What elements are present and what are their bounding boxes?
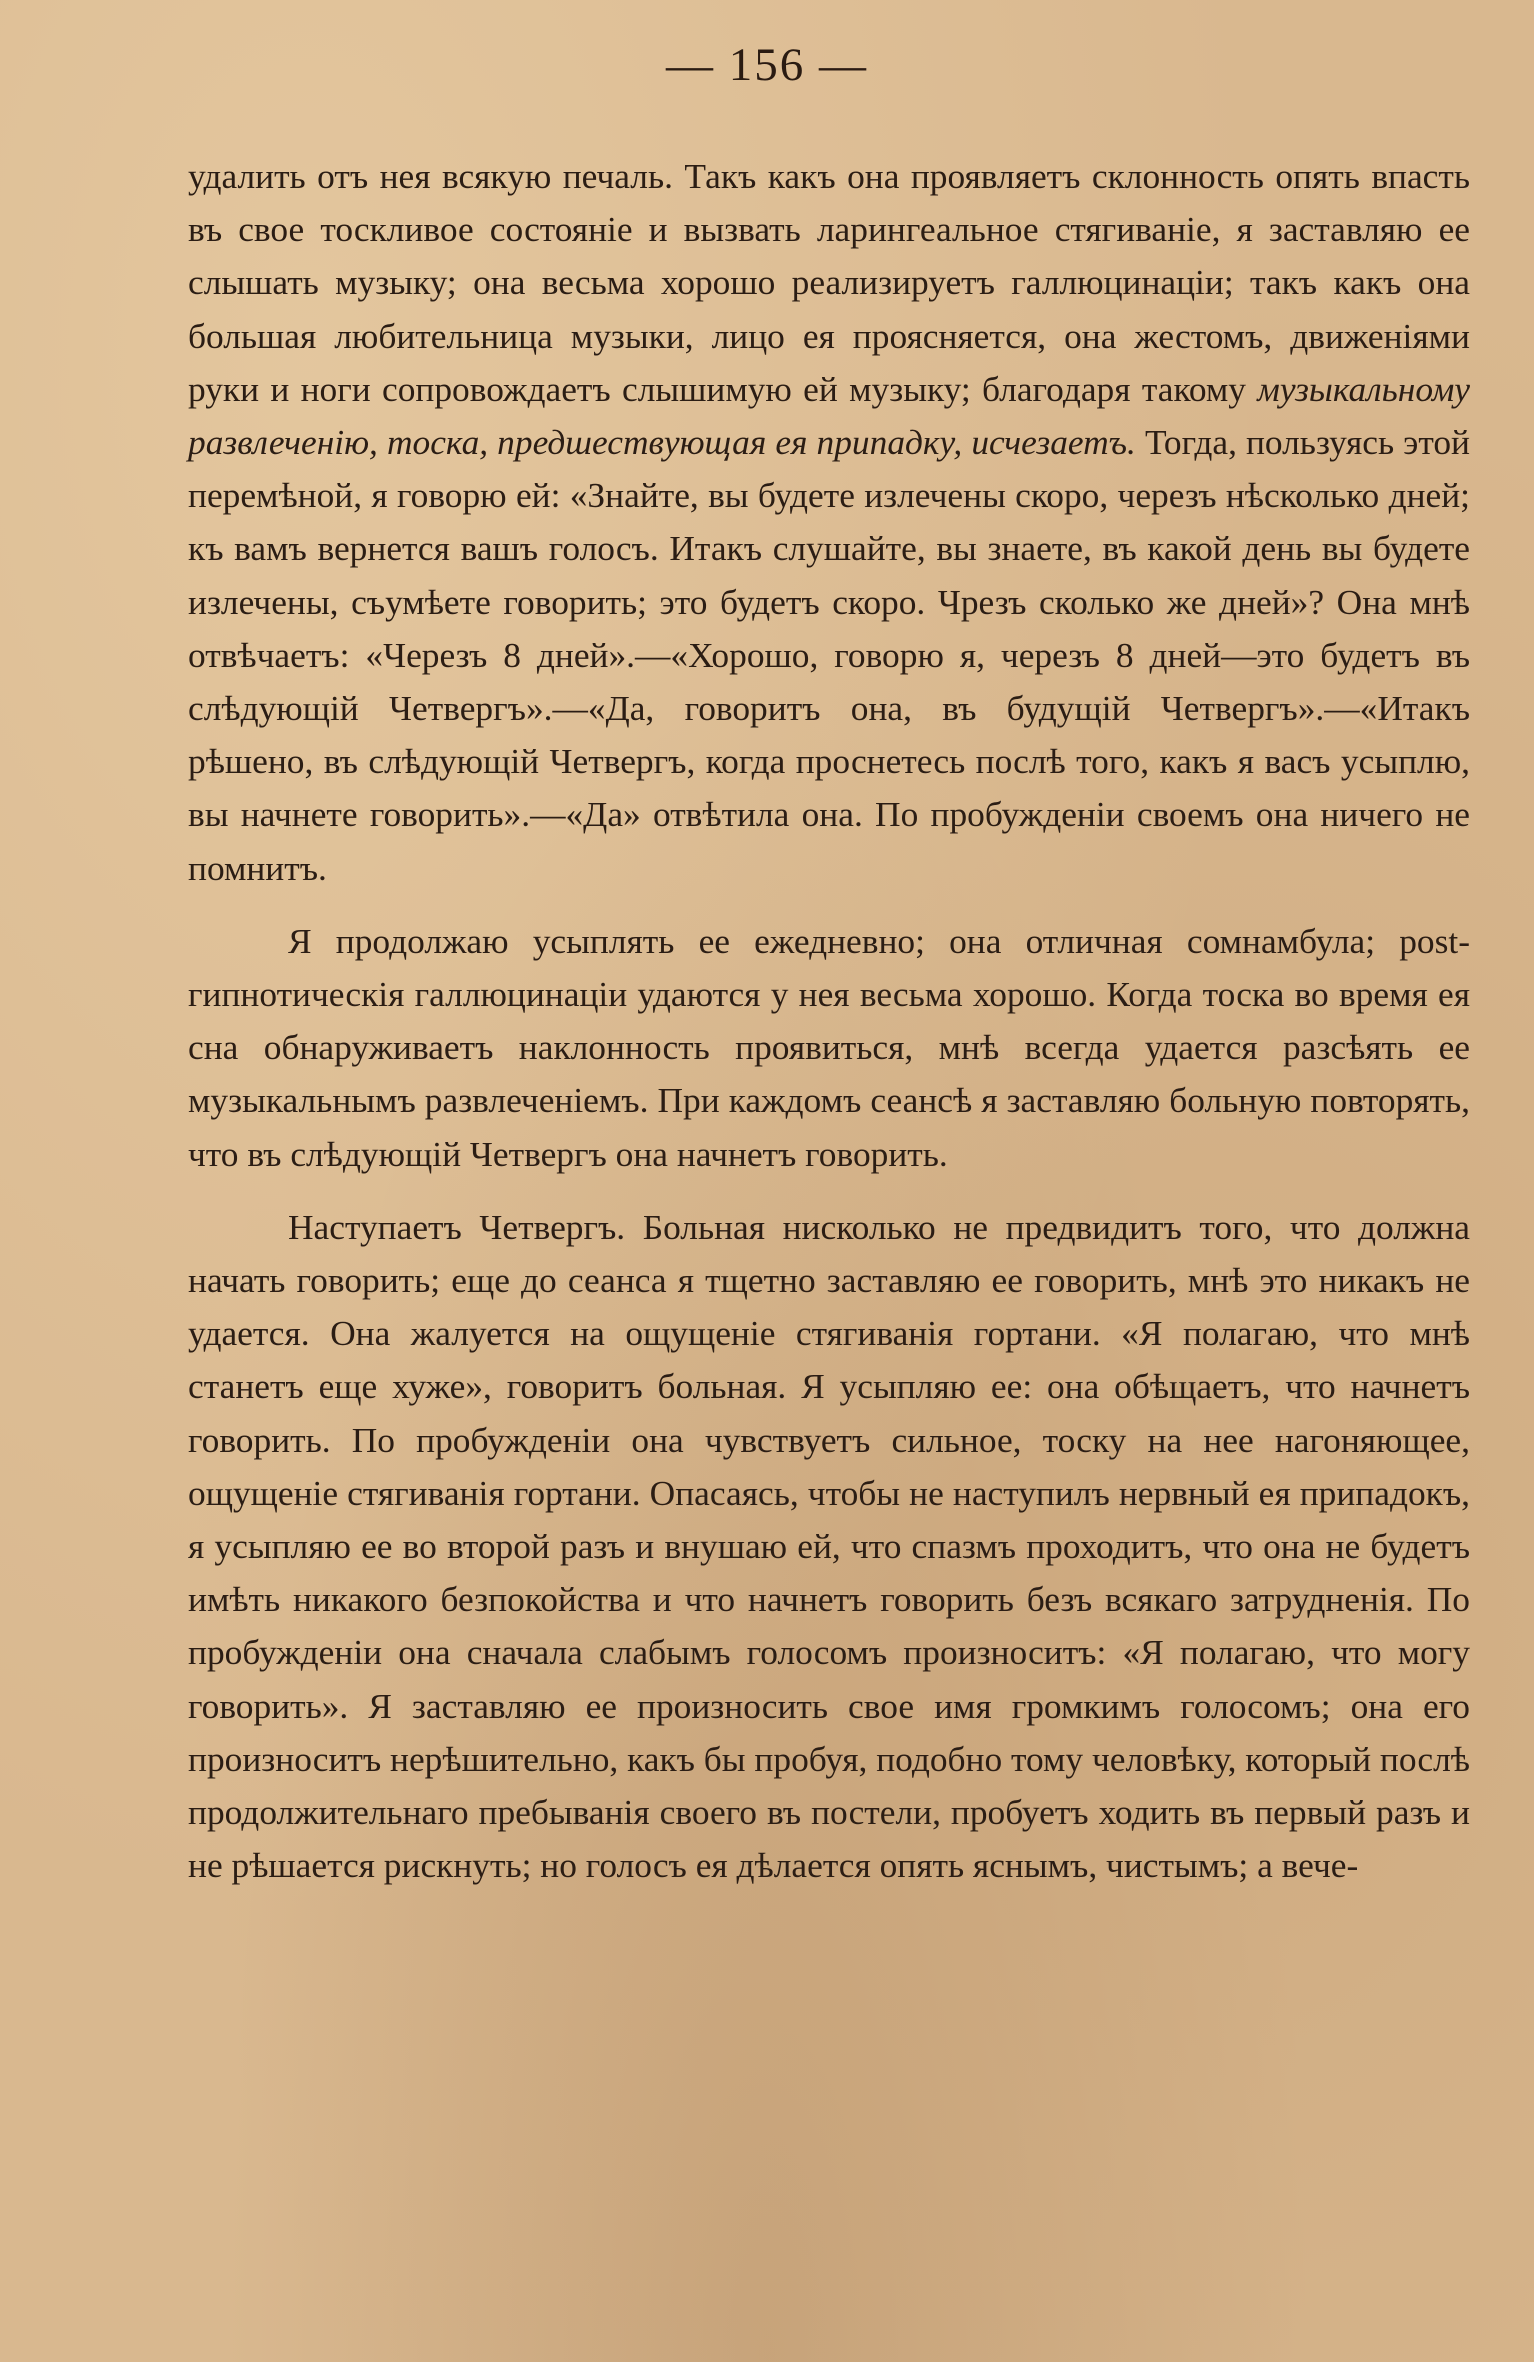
paragraph-text: удалить отъ нея всякую печаль. Такъ какъ она проявляетъ склонность опять впасть въ свое тоскливое состояніе и вызвать ларингеальное стягиваніе, я заставляю ее слышать музыку; она весьма хорошо реализируетъ галлюцинаціи; такъ какъ она большая любительница музыки, лицо ея проясняется, она жестомъ, движеніями руки и ноги сопровождаетъ слышимую ей музыку; благодаря такому [188, 156, 1470, 409]
paragraph-1 [188, 150, 1470, 895]
paragraph-2 [188, 915, 1470, 1181]
page-number: — 156 — [666, 39, 868, 91]
body-text [188, 150, 1470, 1893]
paragraph-text: Тогда, пользуясь этой перемѣной, я говорю ей: «Знайте, вы будете излечены скоро, черезъ нѣсколько дней; къ вамъ вернется вашъ голосъ. Итакъ слушайте, вы знаете, въ какой день вы будете излечены, съумѣете говорить; это будетъ скоро. Чрезъ сколько же дней»? Она мнѣ отвѣчаетъ: «Черезъ 8 дней».—«Хорошо, говорю я, черезъ 8 дней—это будетъ въ слѣдующій Четвергъ».—«Да, говоритъ она, въ будущій Четвергъ».—«Итакъ рѣшено, въ слѣдующій Четвергъ, когда проснетесь послѣ того, какъ я васъ усыплю, вы начнете говорить».—«Да» отвѣтила она. По пробужденіи своемъ она ничего не помнитъ. [188, 422, 1470, 888]
paragraph-text: Я продолжаю усыплять ее ежедневно; она отличная сомнамбула; post-гипнотическія галлюцинаціи удаются у нея весьма хорошо. Когда тоска во время ея сна обнаруживаетъ наклонность проявиться, мнѣ всегда удается разсѣять ее музыкальнымъ развлеченіемъ. При каждомъ сеансѣ я заставляю больную повторять, что въ слѣдующій Четвергъ она начнетъ говорить. [188, 920, 1470, 1174]
italic-text: музыкальному развлеченію, тоска, предшествующая ея припадку, исчезаетъ. [188, 368, 1470, 463]
paragraph-3 [188, 1201, 1470, 1893]
paragraph-text: Наступаетъ Четвергъ. Больная нисколько не предвидитъ того, что должна начать говорить; еще до сеанса я тщетно заставляю ее говорить, мнѣ это никакъ не удается. Она жалуется на ощущеніе стягиванія гортани. «Я полагаю, что мнѣ станетъ еще хуже», говоритъ больная. Я усыпляю ее: она обѣщаетъ, что начнетъ говорить. По пробужденіи она чувствуетъ сильное, тоску на нее нагоняющее, ощущеніе стягиванія гортани. Опасаясь, чтобы не наступилъ нервный ея припадокъ, я усыпляю ее во второй разъ и внушаю ей, что спазмъ проходитъ, что она не будетъ имѣть никакого безпокойства и что начнетъ говорить безъ всякаго затрудненія. По пробужденіи она сначала слабымъ голосомъ произноситъ: «Я полагаю, что могу говорить». Я заставляю ее произносить свое имя громкимъ голосомъ; она его произноситъ нерѣшительно, какъ бы пробуя, подобно тому человѣку, который послѣ продолжительнаго пребыванія своего въ постели, пробуетъ ходить въ первый разъ и не рѣшается рискнуть; но голосъ ея дѣлается опять яснымъ, чистымъ; а вече- [188, 1206, 1470, 1886]
